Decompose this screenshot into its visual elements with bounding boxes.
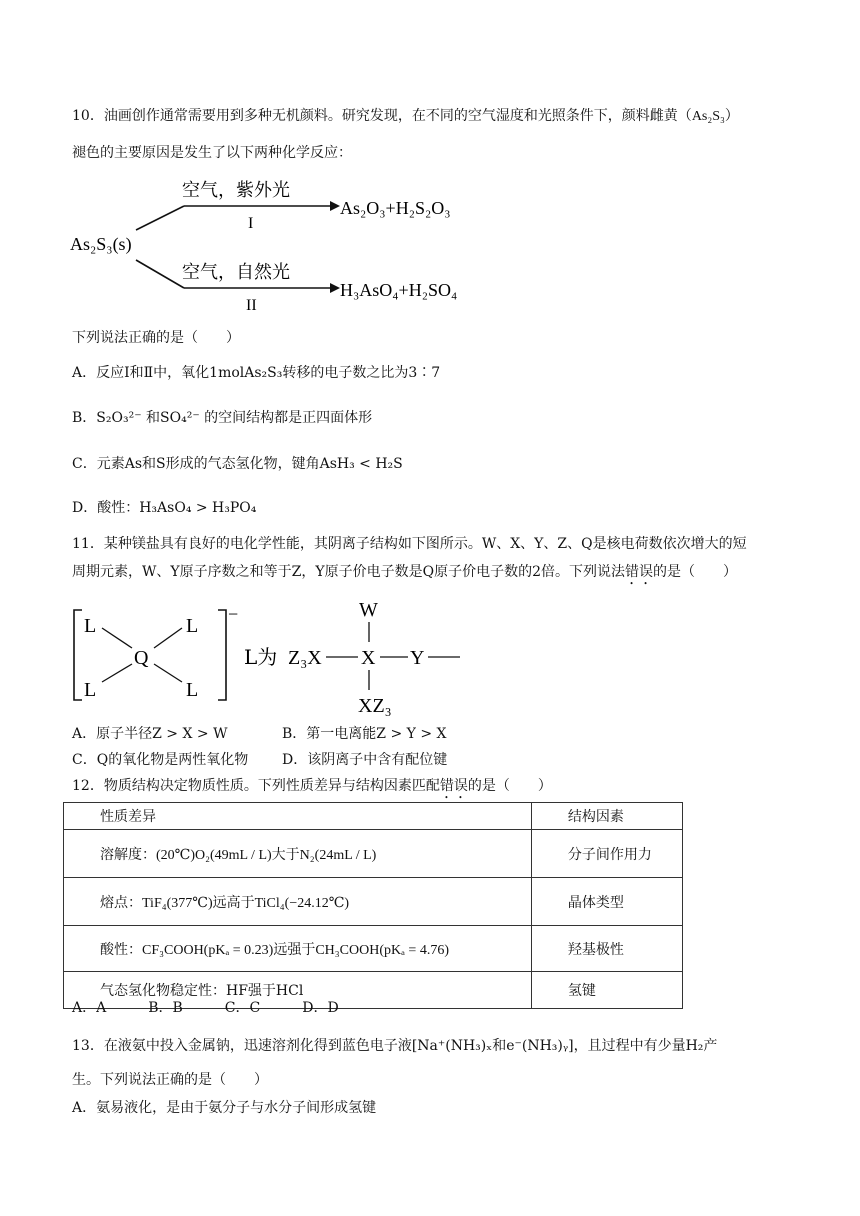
table-row [64,830,683,878]
lower-label: II [246,297,257,314]
center-q: Q [134,647,149,669]
row-property: 酸性：CF₃COOH(pKₐ = 0.23)远强于CH₃COOH(pKₐ = 4.76) [64,926,532,972]
q11-option-c: C．Q的氧化物是两性氧化物 [72,752,249,768]
table-header-row [64,803,683,830]
table-row [64,926,683,972]
lower-arrow-head [330,283,340,293]
lower-arrow-diag [136,260,184,288]
property-table [63,802,683,1009]
q10-option-b: B．S₂O₃²⁻ 和SO₄²⁻ 的空间结构都是正四面体形 [72,410,373,426]
q13-line1: 13．在液氨中投入金属钠，迅速溶剂化得到蓝色电子液[Na⁺(NH₃)ₓ和e⁻(NH₃)ᵧ]，且过程中有少量H₂产 [72,1038,718,1054]
bond-br [154,664,182,682]
right-bracket [218,610,226,700]
row-property: 溶解度：(20℃)O₂(49mL / L)大于N₂(24mL / L) [64,830,532,878]
atom-w: W [359,599,378,621]
charge-sign: − [228,604,239,624]
ligand-top-right: L [186,615,199,637]
anion-structure [70,596,490,720]
q10-line2: 褪色的主要原因是发生了以下两种化学反应： [72,145,352,161]
q11-line2: 周期元素，W、Y原子序数之和等于Z，Y原子价电子数是Q原子价电子数的2倍。下列说法错误的是（ ） [72,564,737,580]
q10-option-d: D．酸性：H₃AsO₄ > H₃PO₄ [72,500,257,516]
q10-formula: As₂S₃ [691,109,725,124]
q11-option-b: B．第一电离能Z > Y > X [282,726,447,742]
lower-products: H₃AsO₄+H₂SO₄ [340,280,458,300]
lower-condition: 空气，自然光 [182,262,290,283]
q11-line1: 11．某种镁盐具有良好的电化学性能，其阴离子结构如下图所示。W、X、Y、Z、Q是核电荷数依次增大的短 [72,536,747,552]
bond-tl [102,628,132,648]
q10-option-a: A．反应Ⅰ和Ⅱ中，氧化1molAs₂S₃转移的电子数之比为3∶7 [72,365,441,381]
q11-option-d: D．该阴离子中含有配位键 [282,752,448,768]
q10-option-c: C．元素As和S形成的气态氢化物，键角AsH₃ < H₂S [72,456,403,472]
row-factor: 氢键 [531,972,682,1009]
header-factor: 结构因素 [531,803,682,830]
z3x-group: Z₃X [288,647,322,669]
row-factor: 羟基极性 [531,926,682,972]
upper-arrow-diag [136,206,184,230]
q11-option-a: A．原子半径Z > X > W [72,726,228,742]
upper-condition: 空气，紫外光 [182,180,290,201]
upper-arrow-head [330,201,340,211]
bond-bl [102,664,132,682]
reaction-scheme [70,170,500,320]
table-row [64,878,683,926]
q10-stem: 下列说法正确的是（ ） [72,330,240,346]
center-x: X [361,647,376,669]
q10-line1: 10．油画创作通常需要用到多种无机颜料。研究发现，在不同的空气湿度和光照条件下，颜料雌黄（As₂S₃） [72,108,739,124]
q11-emphasis: 错误 [624,564,653,580]
q12-emphasis: 错误 [439,778,468,794]
row-factor: 晶体类型 [531,878,682,926]
q12-stem: 12．物质结构决定物质性质。下列性质差异与结构因素匹配错误的是（ ） [72,778,552,794]
atom-y: Y [410,647,425,669]
row-property: 气态氢化物稳定性：HF强于HCl [64,972,532,1009]
q13-line2: 生。下列说法正确的是（ ） [72,1072,268,1088]
row-factor: 分子间作用力 [531,830,682,878]
xz3-group: XZ₃ [358,695,392,717]
ligand-bottom-left: L [84,679,97,701]
ligand-bottom-right: L [186,679,199,701]
bond-tr [154,628,182,648]
q12-options: A．A B．B C．C D．D [72,1000,339,1016]
header-property: 性质差异 [64,803,532,830]
left-bracket [74,610,82,700]
reactant: As₂S₃(s) [70,234,132,254]
q13-option-a: A．氨易液化，是由于氨分子与水分子间形成氢键 [72,1100,377,1116]
definition-prefix: L为 [244,645,278,669]
upper-label: I [248,215,254,232]
ligand-top-left: L [84,615,97,637]
upper-products: As₂O₃+H₂S₂O₃ [340,198,451,218]
row-property: 熔点：TiF₄(377℃)远高于TiCl₄(−24.12℃) [64,878,532,926]
